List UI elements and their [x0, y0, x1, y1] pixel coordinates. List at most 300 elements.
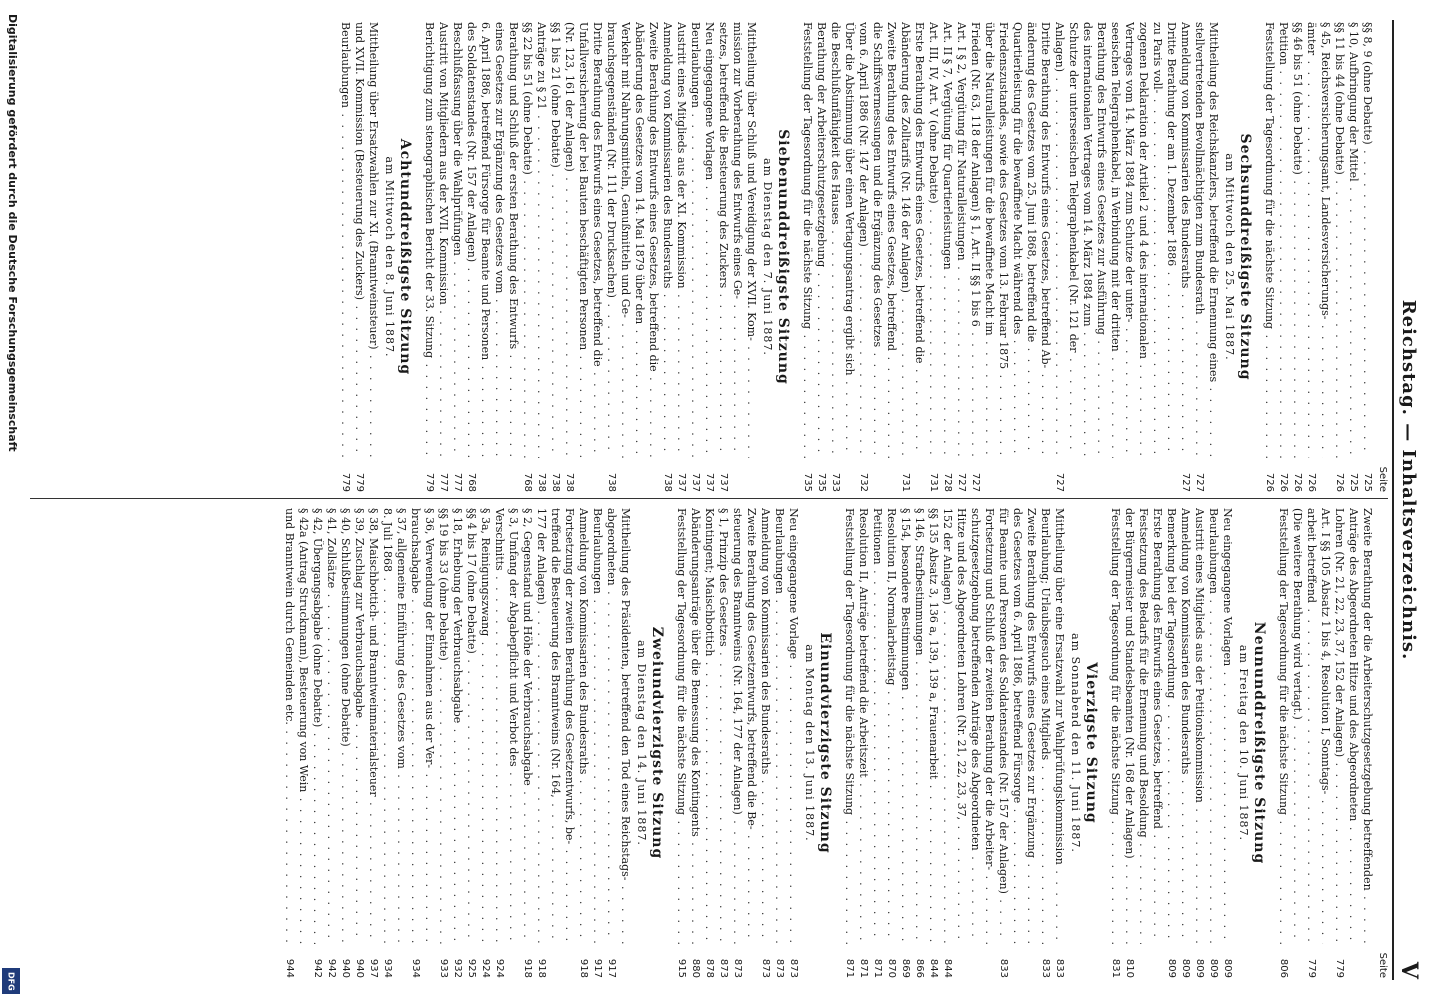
entry-text: und Branntwein durch Gemeinden etc. . . . — [282, 508, 296, 944]
entry-text: Vertrages vom 14. März 1884 zum Schutze der unter- . . . — [1122, 22, 1136, 458]
toc-entry — [1304, 508, 1318, 978]
entry-page-number: 873 — [732, 958, 743, 978]
entry-text: Anmeldung von Kommissarien des Bundesraths . . . — [576, 508, 590, 944]
toc-entry — [1290, 22, 1304, 492]
entry-text: Dritte Berathung der am 1. Dezember 1886 . . . — [1164, 22, 1178, 458]
entry-text: stellvertretenden Bevollmächtigten zum Bundesrath . . . — [1192, 22, 1206, 458]
entry-page-number: 779 — [1306, 958, 1317, 978]
entry-page-number: 732 — [858, 472, 869, 492]
entry-text: Beurlaubungen . . . — [338, 22, 352, 458]
entry-page-number: 917 — [592, 958, 603, 978]
session-heading: Zweiundvierzigste Sitzung — [649, 626, 665, 860]
entry-text: des Gesetzes vom 6. April 1886, betreffend Fürsorge . . . — [1010, 508, 1024, 944]
entry-text: zogenen Deklaration der Artikel 2 und 4 des internationalen . . . — [1136, 22, 1150, 458]
toc-entry — [926, 22, 940, 492]
entry-text: abgeordneten . . . — [604, 508, 618, 944]
entry-page-number: 871 — [872, 958, 883, 978]
entry-text: Beurlaubungen . . . — [772, 508, 786, 944]
entry-text: Abänderung des Zolltarifs (Nr. 146 der Anlagen) . . . — [898, 22, 912, 458]
toc-entry — [898, 22, 912, 492]
toc-entry — [590, 508, 604, 978]
entry-text: § 154, besondere Bestimmungen . . . — [898, 508, 912, 944]
entry-page-number: 725 — [1362, 472, 1373, 492]
entry-page-number: 728 — [942, 472, 953, 492]
entry-text: Abänderung des Gesetzes vom 14. Mai 1879 über den . . . — [632, 22, 646, 458]
entry-text: Kontingent; Maischbottich . . . — [702, 508, 716, 944]
entry-page-number: 934 — [410, 958, 421, 978]
entry-page-number: 942 — [312, 958, 323, 978]
entry-page-number: 831 — [1110, 958, 1121, 978]
entry-text: Abänderungsanträge über die Bemessung des Kontingents . . . — [688, 508, 702, 944]
entry-page-number: 844 — [928, 958, 939, 978]
entry-text: § 42, Übergangsabgabe (ohne Debatte) . . . — [310, 508, 324, 944]
toc-entry — [758, 508, 772, 978]
entry-text: 152 der Anlagen) . . . — [940, 508, 954, 944]
session-heading: Vierzigste Sitzung — [1083, 662, 1099, 824]
toc-entry — [1122, 508, 1136, 978]
entry-text: (Nr. 123, 161 der Anlagen) . . . — [562, 22, 576, 458]
toc-entry — [744, 508, 758, 978]
toc-entry — [534, 508, 548, 978]
entry-text: Neu eingegangene Vorlage . . . — [786, 508, 800, 944]
entry-text: Zweite Berathung des Entwurfs eines Gesetzes, betreffend . . . — [884, 22, 898, 458]
session-heading: Einundvierzigste Sitzung — [817, 632, 833, 854]
toc-entry — [716, 22, 730, 492]
toc-entry — [954, 508, 968, 978]
entry-text: § 18, Erhebung der Verbrauchsabgabe . . . — [450, 508, 464, 944]
toc-entry — [1332, 22, 1346, 492]
toc-entry — [1318, 508, 1332, 978]
session-date: am Freitag den 10. Juni 1887. — [1237, 644, 1250, 842]
toc-entry — [982, 508, 996, 978]
entry-page-number: 944 — [284, 958, 295, 978]
toc-entry — [1038, 22, 1052, 492]
entry-text: Zweite Berathung des Entwurfs eines Gesetzes, betreffend die . . . — [646, 22, 660, 458]
digitization-footer — [0, 14, 24, 1000]
toc-entry — [1178, 508, 1192, 978]
entry-text: Mittheilung über Ersatzwahlen zur XI. (Branntweinsteuer) . . . — [366, 22, 380, 458]
toc-entry — [366, 22, 380, 492]
entry-page-number: 727 — [956, 472, 967, 492]
entry-text: § 10, Aufbringung der Mittel . . . — [1346, 22, 1360, 458]
entry-page-number: 873 — [718, 958, 729, 978]
entry-page-number: 779 — [340, 472, 351, 492]
toc-entry — [450, 22, 464, 492]
entry-page-number: 871 — [844, 958, 855, 978]
entry-page-number: 880 — [690, 958, 701, 978]
toc-entry — [996, 22, 1010, 492]
toc-entry — [940, 22, 954, 492]
toc-entry — [366, 508, 380, 978]
entry-text: Über die Abstimmung über einen Vertagungsantrag ergibt sich . . . — [842, 22, 856, 458]
toc-entry — [1276, 508, 1290, 978]
toc-entry — [478, 508, 492, 978]
entry-text: Neu eingegangene Vorlagen . . . — [1220, 508, 1234, 944]
entry-text: §§ 22 bis 51 (ohne Debatte) . . . — [520, 22, 534, 458]
toc-entry — [1360, 508, 1374, 978]
entry-text: (Die weitere Berathung wird vertagt.) . . . — [1290, 508, 1304, 944]
entry-page-number: 777 — [438, 472, 449, 492]
entry-text: § 1, Prinzip des Gesetzes . . . — [716, 508, 730, 944]
entry-text: Lohren (Nr. 21, 22, 23, 37, 152 der Anlagen) . . . — [1332, 508, 1346, 944]
toc-entry — [1192, 22, 1206, 492]
entry-page-number: 833 — [1054, 958, 1065, 978]
toc-entry — [548, 22, 562, 492]
entry-text: Anmeldung von Kommissarien des Bundesraths . . . — [1178, 508, 1192, 944]
toc-entry — [380, 508, 394, 978]
entry-page-number: 735 — [802, 472, 813, 492]
toc-entry — [1010, 508, 1024, 978]
entry-page-number: 940 — [340, 958, 351, 978]
entry-page-number: 726 — [1278, 472, 1289, 492]
digitization-note: Digitalisierung gefördert durch die Deutsche Forschungsgemeinschaft — [6, 14, 19, 452]
toc-entry — [282, 508, 296, 978]
entry-page-number: 809 — [1166, 958, 1177, 978]
entry-text: Beurlaubungen . . . — [590, 508, 604, 944]
toc-entry — [688, 22, 702, 492]
entry-text: des internationalen Vertrages vom 14. März 1884 zum . . . — [1080, 22, 1094, 458]
entry-text: 177 der Anlagen) . . . — [534, 508, 548, 944]
entry-text: Austritt eines Mitglieds aus der XI. Kommission . . . — [674, 22, 688, 458]
entry-page-number: 937 — [368, 958, 379, 978]
entry-page-number: 924 — [480, 958, 491, 978]
entry-page-number: 738 — [536, 472, 547, 492]
toc-entry — [870, 508, 884, 978]
entry-text: schutzgesetzgebung betreffenden Anträge des Abgeordneten . . . — [968, 508, 982, 944]
entry-page-number: 768 — [466, 472, 477, 492]
toc-entry — [436, 22, 450, 492]
entry-text: Beurlaubung; Urlaubsgesuch eines Mitglieds . . . — [1038, 508, 1052, 944]
entry-page-number: 924 — [494, 958, 505, 978]
toc-entry — [1094, 22, 1108, 492]
toc-entry — [884, 508, 898, 978]
entry-text: Dritte Berathung des Entwurfs eines Gesetzes, betreffend Ab- . . . — [1038, 22, 1052, 458]
seite-label: Seite — [1377, 952, 1388, 978]
session-heading: Siebenunddreißigste Sitzung — [775, 129, 791, 385]
entry-text: vom 6. April 1886 (Nr. 147 der Anlagen) . . . — [856, 22, 870, 458]
entry-page-number: 738 — [662, 472, 673, 492]
toc-entry — [562, 22, 576, 492]
entry-text: Verkehr mit Nahrungsmitteln, Genußmitteln und Ge- . . . — [618, 22, 632, 458]
entry-text: Petition . . . — [1276, 22, 1290, 458]
entry-page-number: 779 — [424, 472, 435, 492]
entry-page-number: 738 — [606, 472, 617, 492]
entry-text: Austritt von Mitgliedern aus der XVII. Kommission . . . — [436, 22, 450, 458]
entry-page-number: 917 — [606, 958, 617, 978]
entry-text: Mittheilung über eine Ersatzwahl zur Wahlprüfungskommission . . . — [1052, 508, 1066, 944]
toc-entry — [884, 22, 898, 492]
entry-page-number: 727 — [970, 472, 981, 492]
session-heading: Achtunddreißigste Sitzung — [397, 138, 413, 376]
toc-entry — [534, 22, 548, 492]
entry-page-number: 833 — [998, 958, 1009, 978]
entry-page-number: 925 — [466, 958, 477, 978]
toc-entry — [730, 22, 744, 492]
entry-page-number: 918 — [578, 958, 589, 978]
toc-entry — [674, 22, 688, 492]
column-divider — [30, 498, 1388, 499]
toc-entry — [1038, 508, 1052, 978]
entry-text: eines Gesetzes zur Ergänzung des Gesetzes vom . . . — [492, 22, 506, 458]
entry-text: § 38, Maischbottich- und Branntweinmaterialsteuer . . . — [366, 508, 380, 944]
entry-page-number: 866 — [914, 958, 925, 978]
entry-page-number: 844 — [942, 958, 953, 978]
toc-entry — [1206, 22, 1220, 492]
toc-entry — [1108, 508, 1122, 978]
toc-entry — [1276, 22, 1290, 492]
entry-text: Art. I § 2, Vergütung für Naturalleistungen . . . — [954, 22, 968, 458]
toc-entry — [786, 508, 800, 978]
session-date: am Dienstag den 7. Juni 1887. — [761, 158, 774, 356]
entry-text: Frieden (Nr. 63, 118 der Anlagen) § 1, Art. II §§ 1 bis 6 . . . — [968, 22, 982, 458]
entry-page-number: 726 — [1334, 472, 1345, 492]
entry-page-number: 731 — [928, 472, 939, 492]
entry-page-number: 726 — [1306, 472, 1317, 492]
toc-entry — [338, 22, 352, 492]
entry-text: Feststellung der Tagesordnung für die nächste Sitzung . . . — [1108, 508, 1122, 944]
toc-entry — [1150, 508, 1164, 978]
entry-text: Art. III, IV, Art. V (ohne Debatte) . . . — [926, 22, 940, 458]
entry-text: Erste Berathung des Entwurfs eines Gesetzes, betreffend die . . . — [912, 22, 926, 458]
toc-entry — [1346, 22, 1360, 492]
toc-entry — [814, 22, 828, 492]
toc-entry — [1304, 22, 1318, 492]
toc-entry — [870, 22, 884, 492]
entry-page-number: 934 — [382, 958, 393, 978]
toc-entry — [1136, 22, 1150, 492]
toc-entry — [912, 508, 926, 978]
entry-page-number: 932 — [452, 958, 463, 978]
toc-entry — [506, 508, 520, 978]
toc-entry — [1290, 508, 1304, 978]
entry-page-number: 869 — [900, 958, 911, 978]
entry-text: Feststellung der Tagesordnung für die nächste Sitzung . . . — [800, 22, 814, 458]
session-heading: Neununddreißigste Sitzung — [1251, 621, 1267, 865]
entry-text: treffend die Besteuerung des Branntweins (Nr. 164, . . . — [548, 508, 562, 944]
entry-text: § 36, Verwendung der Einnahmen aus der Ver- . . . — [422, 508, 436, 944]
entry-page-number: 735 — [816, 472, 827, 492]
entry-text: § 41, Zollsätze . . . — [324, 508, 338, 944]
toc-entry — [394, 508, 408, 978]
toc-entry — [926, 508, 940, 978]
toc-entry — [604, 508, 618, 978]
entry-text: § 3, Umfang der Abgabepflicht und Verbot des . . . — [506, 508, 520, 944]
entry-text: §§ 8, 9 (ohne Debatte) . . . — [1360, 22, 1374, 458]
toc-entry — [954, 22, 968, 492]
entry-page-number: 940 — [354, 958, 365, 978]
entry-text: arbeit betreffend . . . — [1304, 508, 1318, 944]
toc-entry — [422, 508, 436, 978]
toc-entry — [1066, 22, 1080, 492]
toc-entry — [1122, 22, 1136, 492]
toc-entry — [1192, 508, 1206, 978]
entry-text: Beurlaubungen . . . — [1206, 508, 1220, 944]
toc-entry — [912, 22, 926, 492]
entry-page-number: 738 — [564, 472, 575, 492]
entry-page-number: 873 — [760, 958, 771, 978]
entry-page-number: 727 — [1194, 472, 1205, 492]
toc-entry — [436, 508, 450, 978]
entry-text: Resolution II, Normalarbeitstag . . . — [884, 508, 898, 944]
entry-text: Fortsetzung und Schluß der zweiten Berathung der die Arbeiter- . . . — [982, 508, 996, 944]
page-number: V — [1396, 961, 1422, 980]
toc-entry — [1220, 508, 1234, 978]
entry-text: Zweite Berathung des Entwurfs eines Gesetzes zur Ergänzung . . . — [1024, 508, 1038, 944]
toc-entry — [450, 508, 464, 978]
dfg-logo-badge: DFG — [2, 968, 20, 994]
toc-entry — [1262, 22, 1276, 492]
entry-text: die Schiffsvermessungen und die Ergänzung des Gesetzes . . . — [870, 22, 884, 458]
entry-text: Neu eingegangene Vorlagen . . . — [702, 22, 716, 458]
toc-entry — [1164, 22, 1178, 492]
running-head — [1392, 20, 1424, 980]
toc-entry — [604, 22, 618, 492]
toc-entry — [968, 22, 982, 492]
entry-page-number: 809 — [1180, 958, 1191, 978]
toc-entry — [310, 508, 324, 978]
entry-text: Art. I §§ 105 Absatz 1 bis 4, Resolution I, Sonntags- . . . — [1318, 508, 1332, 944]
entry-page-number: 871 — [858, 958, 869, 978]
entry-text: brauchsgegenständen (Nr. 111 der Drucksachen) . . . — [604, 22, 618, 458]
entry-text: brauchsabgabe . . . — [408, 508, 422, 944]
entry-text: zu Paris voll- . . . — [1150, 22, 1164, 458]
entry-page-number: 733 — [830, 472, 841, 492]
entry-page-number: 768 — [522, 472, 533, 492]
entry-text: §§ 1 bis 21 (ohne Debatte) . . . — [548, 22, 562, 458]
entry-page-number: 779 — [1334, 958, 1345, 978]
toc-entry — [898, 508, 912, 978]
entry-text: Resolution II, Anträge betreffend die Arbeitszeit . . . — [856, 508, 870, 944]
entry-text: Hitze und des Abgeordneten Lohren (Nr. 21, 22, 23, 37, . . . — [954, 508, 968, 944]
toc-entry — [618, 22, 632, 492]
right-column — [30, 508, 1388, 978]
toc-entry — [702, 22, 716, 492]
entry-text: des Soldatenstandes (Nr. 157 der Anlagen) . . . — [464, 22, 478, 458]
entry-text: Austritt eines Mitglieds aus der Petitionskommission . . . — [1192, 508, 1206, 944]
session-date: am Mittwoch den 8. Juni 1887. — [383, 156, 396, 358]
entry-page-number: 809 — [1222, 958, 1233, 978]
entry-text: setzes, betreffend die Besteuerung des Zuckers . . . — [716, 22, 730, 458]
entry-text: für Beamte und Personen des Soldatenstandes (Nr. 157 der Anlagen) . . . — [996, 508, 1010, 944]
entry-text: steuerung des Branntweins (Nr. 164, 177 der Anlagen) . . . — [730, 508, 744, 944]
toc-entry — [1360, 22, 1374, 492]
entry-text: der Bürgermeister und Standesbeamten (Nr. 168 der Anlagen) . . . — [1122, 508, 1136, 944]
toc-entry — [324, 508, 338, 978]
entry-text: Zweite Berathung der die Arbeiterschutzgesetzgebung betreffenden . . . — [1360, 508, 1374, 944]
entry-text: Anmeldung von Kommissarien des Bundesraths . . . — [1178, 22, 1192, 458]
entry-text: § 3a, Reinigungszwang . . . — [478, 508, 492, 944]
entry-page-number: 918 — [536, 958, 547, 978]
entry-text: Berathung des Entwurfs eines Gesetzes zur Ausführung . . . — [1094, 22, 1108, 458]
entry-page-number: 737 — [718, 472, 729, 492]
entry-text: Verschnitts . . . — [492, 508, 506, 944]
session-date: am Mittwoch den 25. Mai 1887. — [1223, 153, 1236, 361]
toc-entry — [506, 22, 520, 492]
toc-entry — [674, 508, 688, 978]
entry-text: Feststellung der Tagesordnung für die nächste Sitzung . . . — [1276, 508, 1290, 944]
entry-text: § 146, Strafbestimmungen . . . — [912, 508, 926, 944]
toc-entry — [590, 22, 604, 492]
entry-page-number: 727 — [1054, 472, 1065, 492]
entry-text: Mittheilung des Reichskanzlers, betreffend die Ernennung eines . . . — [1206, 22, 1220, 458]
toc-entry — [296, 508, 310, 978]
entry-text: Erste Berathung des Entwurfs eines Gesetzes, betreffend . . . — [1150, 508, 1164, 944]
toc-entry — [828, 22, 842, 492]
entry-page-number: 726 — [1264, 472, 1275, 492]
toc-entry — [1178, 22, 1192, 492]
toc-entry — [730, 508, 744, 978]
entry-page-number: 933 — [438, 958, 449, 978]
session-heading: Sechsunddreißigste Sitzung — [1237, 133, 1253, 381]
entry-page-number: 779 — [354, 472, 365, 492]
toc-entry — [716, 508, 730, 978]
entry-text: Mittheilung des Präsidenten, betreffend den Tod eines Reichstags- . . . — [618, 508, 632, 944]
toc-entry — [646, 22, 660, 492]
entry-page-number: 833 — [1040, 958, 1051, 978]
toc-entry — [422, 22, 436, 492]
entry-page-number: 726 — [1292, 472, 1303, 492]
entry-page-number: 810 — [1124, 958, 1135, 978]
entry-page-number: 915 — [676, 958, 687, 978]
entry-text: änderung des Gesetzes vom 25. Juni 1868, betreffend die . . . — [1024, 22, 1038, 458]
entry-page-number: 873 — [788, 958, 799, 978]
entry-text: 6. April 1886, betreffend Fürsorge für Beamte und Personen . . . — [478, 22, 492, 458]
toc-entry — [464, 22, 478, 492]
entry-text: Anmeldung von Kommissarien des Bundesraths . . . — [758, 508, 772, 944]
entry-page-number: 918 — [522, 958, 533, 978]
entry-text: seeischen Telegraphenkabel, in Verbindung mit der dritten . . . — [1108, 22, 1122, 458]
entry-text: §§ 46 bis 51 (ohne Debatte) . . . — [1290, 22, 1304, 458]
toc-entry — [618, 508, 632, 978]
session-date: am Dienstag den 14. Juni 1887. — [635, 640, 648, 846]
entry-text: Friedenszustandes, sowie des Gesetzes vom 13. Februar 1875 . . . — [996, 22, 1010, 458]
entry-text: mission zur Vorberathung des Entwurfs eines Ge- . . . — [730, 22, 744, 458]
entry-page-number: 942 — [326, 958, 337, 978]
toc-entry — [548, 508, 562, 978]
entry-text: Anmeldung von Kommissarien des Bundesraths . . . — [660, 22, 674, 458]
toc-entry — [856, 22, 870, 492]
toc-entry — [1052, 22, 1066, 492]
entry-page-number: 731 — [900, 472, 911, 492]
toc-entry — [492, 508, 506, 978]
left-column — [30, 22, 1388, 492]
entry-text: und XVII. Kommission (Besteuerung des Zuckers) . . . — [352, 22, 366, 458]
toc-entry — [338, 508, 352, 978]
entry-text: Dritte Berathung des Entwurfs eines Gesetzes, betreffend die . . . — [590, 22, 604, 458]
toc-entry — [1332, 508, 1346, 978]
entry-text: Anlagen) . . . — [1052, 22, 1066, 458]
toc-entry — [1318, 22, 1332, 492]
entry-text: Bemerkung bei der Tagesordnung . . . — [1164, 508, 1178, 944]
toc-entry — [576, 22, 590, 492]
toc-entry — [856, 508, 870, 978]
toc-entry — [1010, 22, 1024, 492]
entry-text: §§ 135 Absatz 3, 136 a, 139, 139 a, Frauenarbeit . . . — [926, 508, 940, 944]
entry-text: §§ 19 bis 33 (ohne Debatte) . . . — [436, 508, 450, 944]
toc-entry — [352, 22, 366, 492]
toc-entry — [996, 508, 1010, 978]
entry-text: Berathung und Schluß der ersten Berathung des Entwurfs . . . — [506, 22, 520, 458]
toc-entry — [660, 22, 674, 492]
toc-entry — [702, 508, 716, 978]
toc-entry — [520, 22, 534, 492]
seite-label: Seite — [1377, 466, 1388, 492]
entry-page-number: 727 — [1180, 472, 1191, 492]
toc-entry — [1206, 508, 1220, 978]
toc-entry — [1150, 22, 1164, 492]
entry-page-number: 738 — [550, 472, 561, 492]
toc-entry — [562, 508, 576, 978]
